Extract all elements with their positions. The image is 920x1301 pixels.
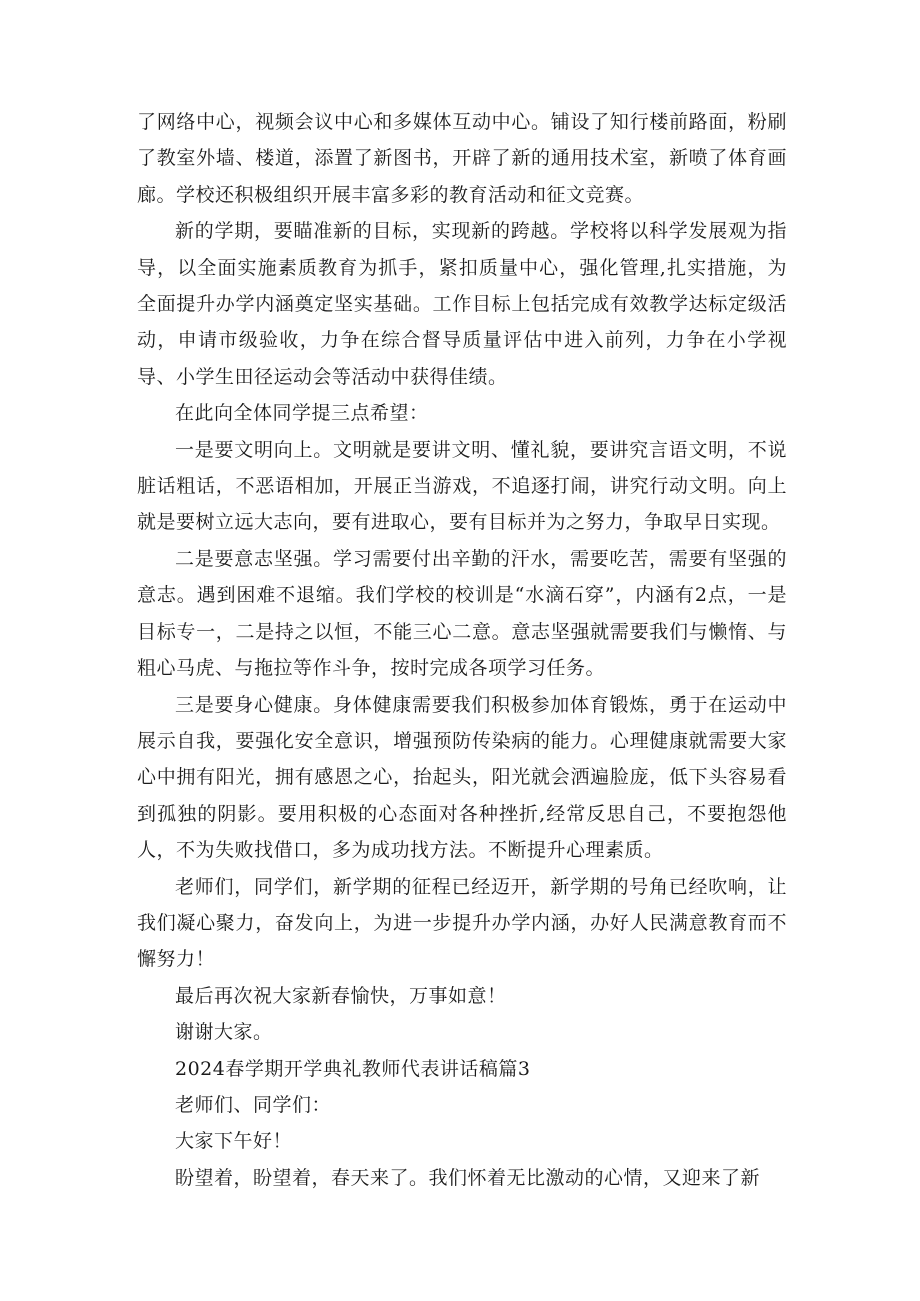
paragraph-1: 了网络中心，视频会议中心和多媒体互动中心。铺设了知行楼前路面，粉刷了教室外墙、楼道，添置了新图书，开辟了新的通用技术室，新喷了体育画廊。学校还积极组织开展丰富多彩的教育活动和征文竞赛。 <box>137 111 787 206</box>
paragraph-3: 在此向全体同学提三点希望： <box>175 402 429 425</box>
salutation: 老师们、同学们： <box>175 1093 332 1116</box>
paragraph-6: 三是要身心健康。身体健康需要我们积极参加体育锻炼，勇于在运动中展示自我，要强化安全意识，增强预防传染病的能力。心理健康就需要大家心中拥有阳光，拥有感恩之心，抬起头，阳光就会洒遍脸庞，低下头容易看到孤独的阴影。要用积极的心态面对各种挫折,经常反思自己，不要抱怨他人，不为失败找借口，多为成功找方法。不断提升心理素质。 <box>137 693 787 862</box>
paragraph-9: 谢谢大家。 <box>175 1021 273 1044</box>
paragraph-13: 盼望着，盼望着，春天来了。我们怀着无比激动的心情，又迎来了新 <box>175 1166 761 1189</box>
document-body <box>137 104 787 1196</box>
paragraph-8: 最后再次祝大家新春愉快，万事如意！ <box>175 984 507 1007</box>
greeting: 大家下午好！ <box>175 1130 293 1153</box>
paragraph-2: 新的学期，要瞄准新的目标，实现新的跨越。学校将以科学发展观为指导，以全面实施素质教育为抓手，紧扣质量中心，强化管理,扎实措施，为全面提升办学内涵奠定坚实基础。工作目标上包括完成有效教学达标定级活动，申请市级验收，力争在综合督导质量评估中进入前列，力争在小学视导、小学生田径运动会等活动中获得佳绩。 <box>137 220 787 388</box>
section-heading: 2024春学期开学典礼教师代表讲话稿篇3 <box>175 1057 531 1080</box>
paragraph-4: 一是要文明向上。文明就是要讲文明、懂礼貌，要讲究言语文明，不说脏话粗话，不恶语相加，开展正当游戏，不追逐打闹，讲究行动文明。向上就是要树立远大志向，要有进取心，要有目标并为之努力，争取早日实现。 <box>137 438 787 534</box>
paragraph-5: 二是要意志坚强。学习需要付出辛勤的汗水，需要吃苦，需要有坚强的意志。遇到困难不退缩。我们学校的校训是“水滴石穿”，内涵有2点，一是目标专一，二是持之以恒，不能三心二意。意志坚强就需要我们与懒惰、与粗心马虎、与拖拉等作斗争，按时完成各项学习任务。 <box>137 547 787 680</box>
paragraph-7: 老师们，同学们，新学期的征程已经迈开，新学期的号角已经吹响，让我们凝心聚力，奋发向上，为进一步提升办学内涵，办好人民满意教育而不懈努力！ <box>137 875 787 971</box>
